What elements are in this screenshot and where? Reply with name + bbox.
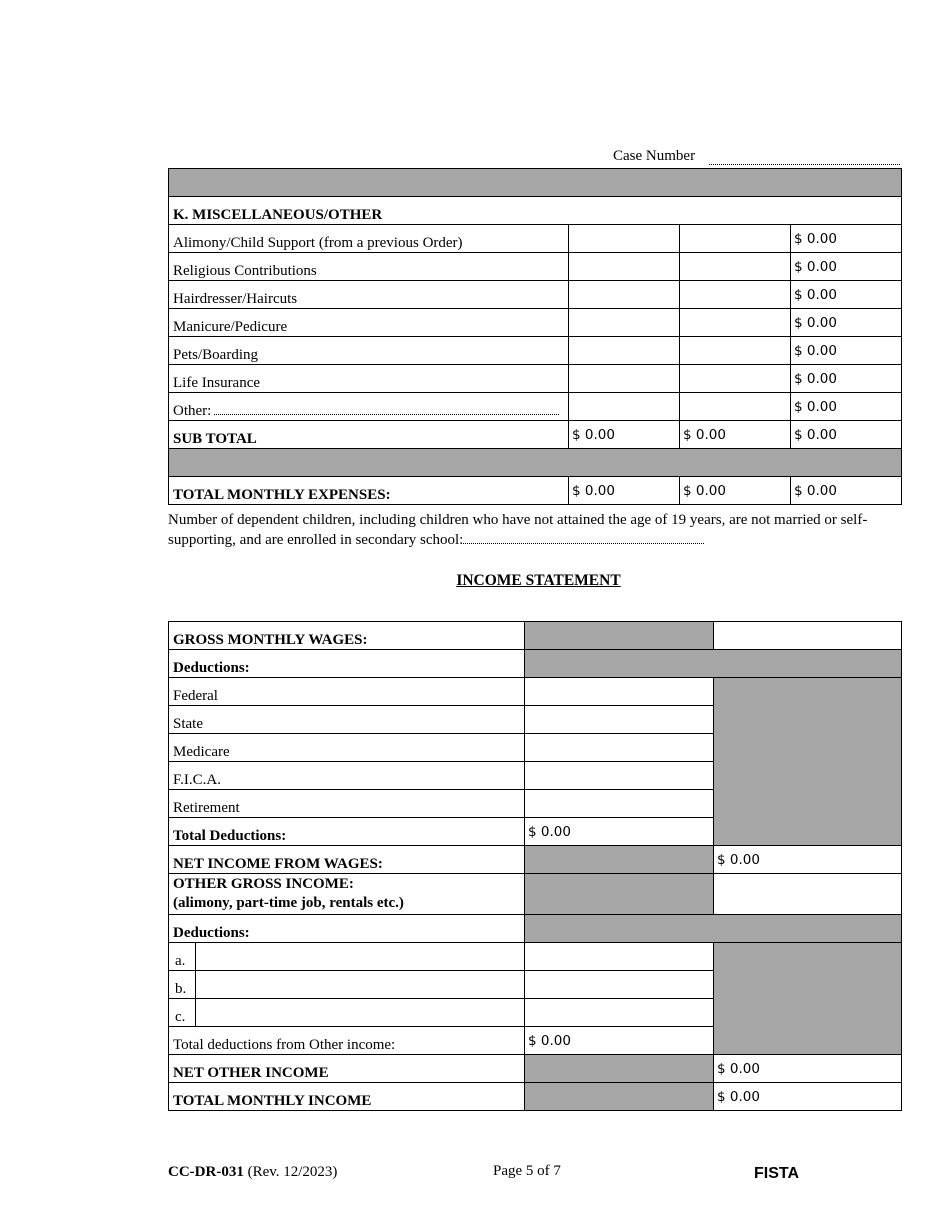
total-expenses-row [169,477,902,505]
gray-cell [525,1083,714,1111]
deduction-state-label: State [169,706,525,734]
expense-total: $ 0.00 [791,253,902,281]
gray-cell [525,622,714,650]
gray-block [714,678,902,846]
other-gross-income-cell [169,874,525,915]
expense-row [169,365,902,393]
other-deduction-letter-c: c. [169,999,196,1027]
expense-total: $ 0.00 [791,225,902,253]
expense-total: $ 0.00 [791,337,902,365]
deduction-medicare-input[interactable] [525,734,714,762]
footer-form-code [168,1164,337,1181]
other-gross-income-input[interactable] [714,874,902,915]
form-revision: (Rev. 12/2023) [247,1164,338,1180]
gray-header-row [169,169,902,197]
expense-input-col1[interactable] [569,393,680,421]
dependents-paragraph [168,510,888,550]
subtotal-label: SUB TOTAL [169,421,569,449]
other-label: Other: [173,403,212,419]
expense-label: Alimony/Child Support (from a previous Order) [169,225,569,253]
section-title: K. MISCELLANEOUS/OTHER [169,197,902,225]
footer-page-number: Page 5 of 7 [493,1163,561,1179]
net-wages-label: NET INCOME FROM WAGES: [169,846,525,874]
expense-row [169,225,902,253]
subtotal-row [169,421,902,449]
other-gross-income-label: OTHER GROSS INCOME: [173,876,354,892]
expense-label: Life Insurance [169,365,569,393]
subtotal-col2: $ 0.00 [680,421,791,449]
expense-input-col2[interactable] [680,393,791,421]
gross-wages-label: GROSS MONTHLY WAGES: [169,622,525,650]
other-deduction-letter-a: a. [169,943,196,971]
misc-expenses-table [168,168,902,505]
deduction-retirement-label: Retirement [169,790,525,818]
form-code: CC-DR-031 [168,1164,244,1180]
total-other-deductions-label: Total deductions from Other income: [169,1027,525,1055]
expense-row-other [169,393,902,421]
dependents-count-field[interactable] [463,543,704,544]
expense-input-col1[interactable] [569,281,680,309]
case-number-field[interactable] [709,164,900,165]
deduction-retirement-input[interactable] [525,790,714,818]
expense-total: $ 0.00 [791,393,902,421]
expense-input-col1[interactable] [569,253,680,281]
net-other-income-value: $ 0.00 [714,1055,902,1083]
expense-label: Manicure/Pedicure [169,309,569,337]
total-expenses-col3: $ 0.00 [791,477,902,505]
other-description-field[interactable] [214,414,559,415]
total-monthly-income-label: TOTAL MONTHLY INCOME [169,1083,525,1111]
deduction-fica-label: F.I.C.A. [169,762,525,790]
footer-brand: FISTA [754,1165,800,1182]
other-deduction-a-input[interactable] [525,943,714,971]
gray-cell [525,846,714,874]
expense-label: Hairdresser/Haircuts [169,281,569,309]
expense-input-col1[interactable] [569,365,680,393]
expense-row [169,309,902,337]
gray-cell [525,1055,714,1083]
deduction-federal-label: Federal [169,678,525,706]
gray-cell [525,650,902,678]
expense-label: Pets/Boarding [169,337,569,365]
total-deductions-label: Total Deductions: [169,818,525,846]
gray-cell [525,915,902,943]
total-expenses-col1: $ 0.00 [569,477,680,505]
net-wages-value: $ 0.00 [714,846,902,874]
total-other-deductions-value: $ 0.00 [525,1027,714,1055]
expense-input-col1[interactable] [569,225,680,253]
expense-label: Religious Contributions [169,253,569,281]
total-expenses-label: TOTAL MONTHLY EXPENSES: [169,477,569,505]
expense-row [169,337,902,365]
total-expenses-col2: $ 0.00 [680,477,791,505]
deduction-fica-input[interactable] [525,762,714,790]
other-deduction-c-input[interactable] [525,999,714,1027]
other-deductions-label: Deductions: [169,915,525,943]
deduction-medicare-label: Medicare [169,734,525,762]
expense-input-col2[interactable] [680,309,791,337]
gray-block [714,943,902,1055]
other-deduction-letter-b: b. [169,971,196,999]
subtotal-col1: $ 0.00 [569,421,680,449]
income-statement-title: INCOME STATEMENT [456,572,621,589]
other-deduction-b-input[interactable] [525,971,714,999]
expense-input-col1[interactable] [569,309,680,337]
expense-row [169,281,902,309]
dependents-text: Number of dependent children, including children who have not attained the age of 19 years, are not married or self-supporting, and are enrolled in secondary school: [168,512,868,548]
gross-wages-input[interactable] [714,622,902,650]
other-deduction-b-description[interactable] [196,971,525,999]
income-statement-table [168,621,902,1111]
gray-cell [525,874,714,915]
case-number-label: Case Number [613,148,696,164]
net-other-income-label: NET OTHER INCOME [169,1055,525,1083]
subtotal-col3: $ 0.00 [791,421,902,449]
expense-row [169,253,902,281]
total-deductions-value: $ 0.00 [525,818,714,846]
other-deduction-a-description[interactable] [196,943,525,971]
expense-input-col2[interactable] [680,365,791,393]
deduction-state-input[interactable] [525,706,714,734]
expense-input-col2[interactable] [680,253,791,281]
deduction-federal-input[interactable] [525,678,714,706]
deductions-label: Deductions: [169,650,525,678]
expense-total: $ 0.00 [791,309,902,337]
expense-total: $ 0.00 [791,365,902,393]
expense-input-col2[interactable] [680,225,791,253]
expense-total: $ 0.00 [791,281,902,309]
expense-input-col2[interactable] [680,337,791,365]
expense-input-col1[interactable] [569,337,680,365]
other-deduction-c-description[interactable] [196,999,525,1027]
gray-separator-row [169,449,902,477]
total-monthly-income-value: $ 0.00 [714,1083,902,1111]
other-cell [169,393,569,421]
expense-input-col2[interactable] [680,281,791,309]
other-gross-income-sublabel: (alimony, part-time job, rentals etc.) [173,895,404,911]
